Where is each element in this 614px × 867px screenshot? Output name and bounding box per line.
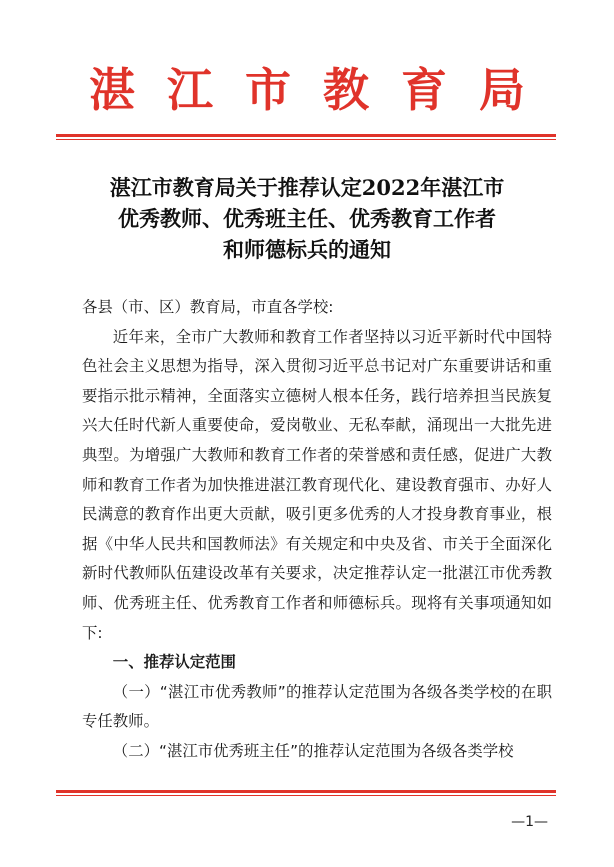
intro-paragraph: 近年来，全市广大教师和教育工作者坚持以习近平新时代中国特色社会主义思想为指导，深入贯彻习近平总书记对广东重要讲话和重要指示批示精神，全面落实立德树人根本任务，践行培养担当民族复兴大任时代新人重要使命，爱岗敬业、无私奉献，涌现出一大批先进典型。为增强广大教师和教育工作者的荣誉感和责任感，促进广大教师和教育工作者为加快推进湛江教育现代化、建设教育强市、办好人民满意的教育作出更大贡献，吸引更多优秀的人才投身教育事业，根据《中华人民共和国教师法》有关规定和中央及省、市关于全面深化新时代教师队伍建设改革有关要求，决定推荐认定一批湛江市优秀教师、优秀班主任、优秀教育工作者和师德标兵。现将有关事项通知如下: [82,327,552,642]
title-line-3: 和师德标兵的通知 [223,237,391,262]
document-body [82,293,552,767]
page-number: —1— [511,814,548,830]
title-line-1: 湛江市教育局关于推荐认定2022年湛江市 [109,175,505,200]
footer-rule-thin [56,795,556,796]
header-rule-thick [56,134,556,137]
document-title [60,172,554,265]
list-item: （二）“湛江市优秀班主任”的推荐认定范围为各级各类学校 [112,741,514,760]
list-item: （一）“湛江市优秀教师”的推荐认定范围为各级各类学校的在职专任教师。 [82,682,552,731]
header-rule-thin [56,139,556,140]
section-heading: 一、推荐认定范围 [112,653,236,672]
salutation: 各县（市、区）教育局，市直各学校: [82,298,334,316]
footer-rule-thick [56,790,556,793]
title-line-2: 优秀教师、优秀班主任、优秀教育工作者 [118,206,496,231]
organization-header: 湛江市教育局 [89,63,557,117]
